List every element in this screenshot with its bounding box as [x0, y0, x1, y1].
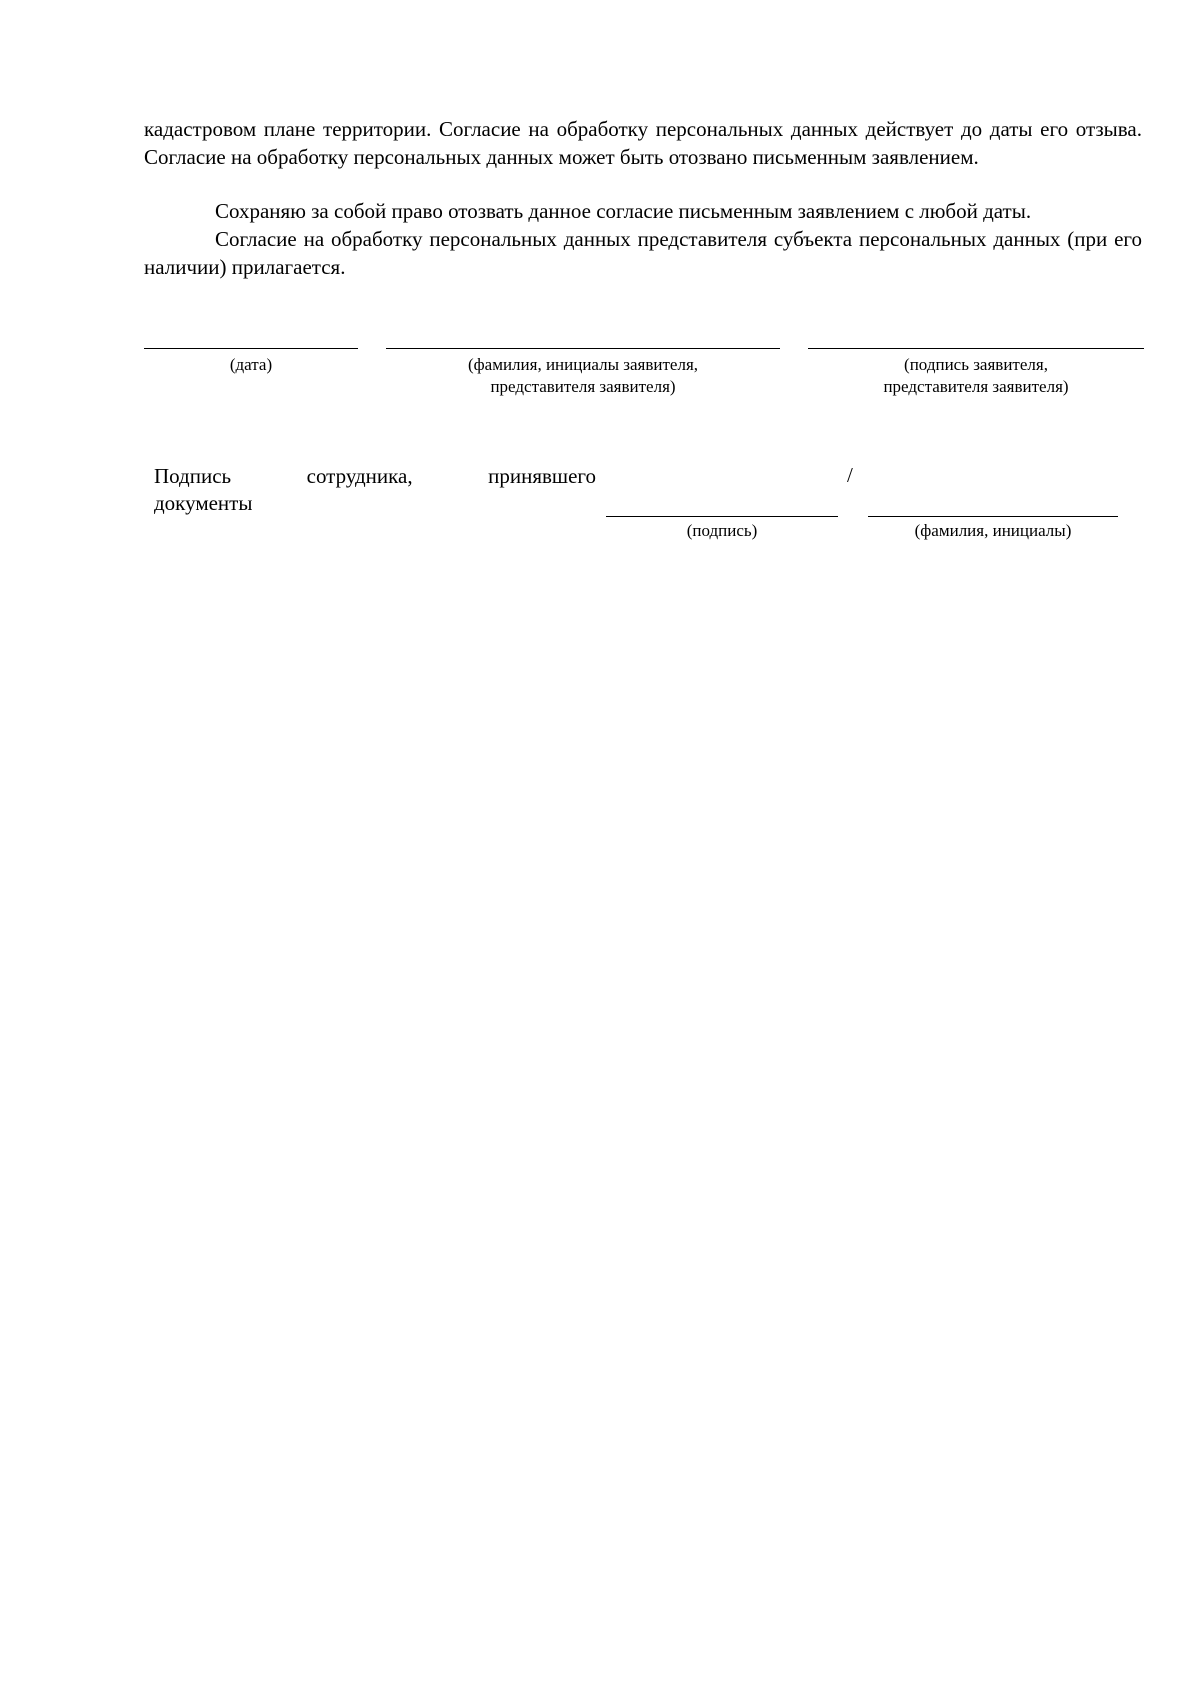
paragraph-consent-validity: кадастровом плане территории. Согласие на обработку персональных данных действует до даты его отзыва. Согласие на обработку персональных данных может быть отозвано письменным заявлением.	[144, 117, 1142, 169]
employee-signature-label: Подпись сотрудника, принявшего	[154, 464, 596, 488]
employee-signature-line	[606, 516, 838, 517]
applicant-name-caption: (фамилия, инициалы заявителя, представителя заявителя)	[467, 355, 699, 396]
paragraph-right-to-revoke: Сохраняю за собой право отозвать данное согласие письменным заявлением с любой даты.	[215, 199, 1032, 223]
employee-name-line	[868, 516, 1118, 517]
applicant-name-line	[386, 348, 780, 349]
signature-separator: /	[847, 463, 853, 487]
date-caption: (дата)	[229, 355, 273, 374]
applicant-signature-caption: (подпись заявителя, представителя заявителя)	[883, 355, 1069, 396]
paragraph-representative-consent: Согласие на обработку персональных данных представителя субъекта персональных данных (при его наличии) прилагается.	[144, 227, 1142, 279]
employee-signature-label-continued: документы	[154, 491, 253, 515]
employee-signature-caption: (подпись)	[686, 521, 758, 540]
date-line	[144, 348, 358, 349]
employee-name-caption: (фамилия, инициалы)	[914, 521, 1072, 540]
applicant-signature-line	[808, 348, 1144, 349]
